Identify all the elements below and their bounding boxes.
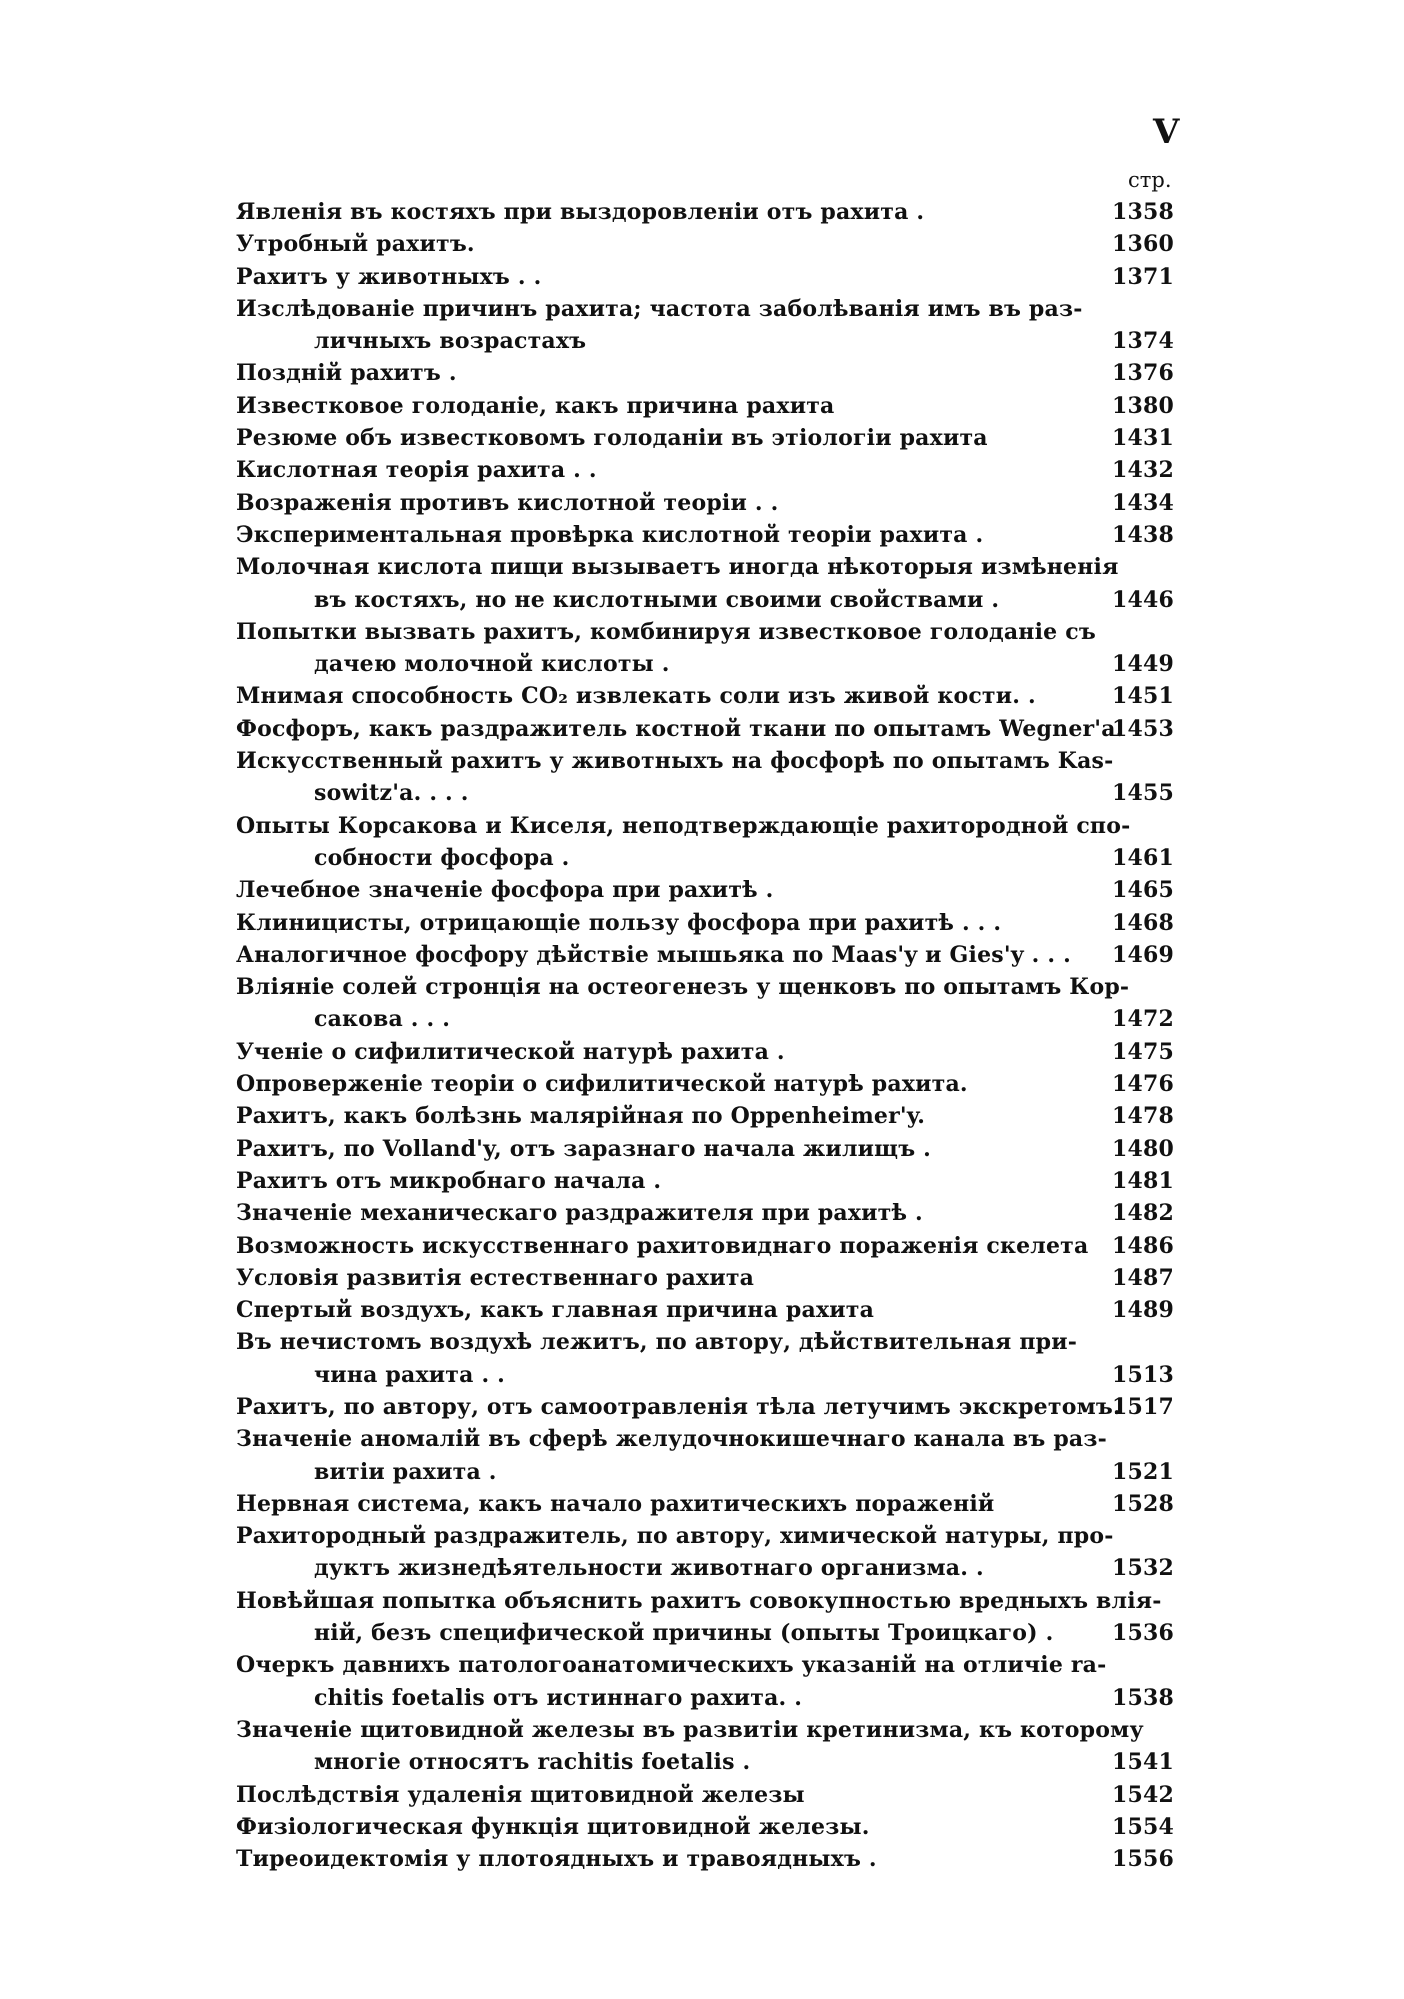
- toc-entry-title: Лечебное значеніе фосфора при рахитѣ .: [236, 877, 774, 904]
- toc-entry-title: Опроверженіе теоріи о сифилитической натурѣ рахита.: [236, 1071, 968, 1098]
- toc-entry: [236, 551, 1186, 616]
- toc-entry-title: Известковое голоданіе, какъ причина рахита: [236, 392, 835, 419]
- toc-entry-title: Рахитъ у животныхъ . .: [236, 263, 542, 290]
- toc-entry-page-number: 1542: [1111, 1781, 1174, 1808]
- toc-entry: [236, 680, 1186, 712]
- toc-entry-page-number: 1554: [1111, 1813, 1174, 1840]
- page-column-label: стр.: [1128, 168, 1172, 192]
- toc-entry: [236, 293, 1186, 358]
- toc-entry-page-number: 1489: [1111, 1297, 1174, 1324]
- toc-entry-title: Клиницисты, отрицающіе пользу фосфора при рахитѣ . . .: [236, 909, 1002, 936]
- toc-entry-page-number: 1358: [1111, 199, 1174, 225]
- toc-entry: [236, 1391, 1186, 1423]
- table-of-contents: [236, 196, 1186, 1875]
- toc-entry-title-continuation: дачею молочной кислоты .: [314, 651, 670, 678]
- toc-entry-page-number: 1487: [1111, 1264, 1174, 1291]
- toc-entry: [236, 874, 1186, 906]
- toc-entry: [236, 1036, 1186, 1068]
- toc-entry-page-number: 1469: [1111, 941, 1174, 968]
- page-number-roman: V: [1153, 112, 1180, 152]
- toc-entry-title: Значеніе щитовидной железы въ развитіи кретинизма, къ которому: [236, 1716, 1144, 1743]
- toc-entry: [236, 228, 1186, 260]
- toc-entry-title: Мнимая способность CO₂ извлекать соли изъ живой кости. .: [236, 683, 1036, 710]
- toc-entry-title-continuation: sowitz'a. . . .: [314, 780, 469, 807]
- toc-entry: [236, 616, 1186, 681]
- toc-entry-title: Послѣдствія удаленія щитовидной железы: [236, 1781, 805, 1808]
- toc-entry-page-number: 1476: [1111, 1071, 1174, 1098]
- toc-entry: [236, 745, 1186, 810]
- toc-entry-page-number: 1438: [1111, 521, 1174, 548]
- toc-entry: [236, 1423, 1186, 1488]
- toc-entry-title: Опыты Корсакова и Киселя, неподтверждающіе рахитородной спо-: [236, 812, 1131, 839]
- toc-entry: [236, 1488, 1186, 1520]
- toc-entry: [236, 1165, 1186, 1197]
- toc-entry-title: Рахитородный раздражитель, по автору, химической натуры, про-: [236, 1523, 1114, 1550]
- toc-entry-title: Физіологическая функція щитовидной железы.: [236, 1813, 870, 1840]
- toc-entry: [236, 1520, 1186, 1585]
- toc-entry: [236, 357, 1186, 389]
- toc-entry-page-number: 1538: [1111, 1684, 1174, 1711]
- toc-entry-page-number: 1486: [1111, 1232, 1174, 1259]
- toc-entry: [236, 390, 1186, 422]
- toc-entry-title: Значеніе механическаго раздражителя при рахитѣ .: [236, 1200, 923, 1227]
- toc-entry: [236, 1811, 1186, 1843]
- toc-entry-page-number: 1472: [1111, 1006, 1174, 1033]
- toc-entry-title: Рахитъ отъ микробнаго начала .: [236, 1167, 662, 1194]
- toc-entry-title-continuation: въ костяхъ, но не кислотными своими свойствами .: [314, 586, 1000, 613]
- toc-entry-title-continuation: собности фосфора .: [314, 844, 570, 871]
- toc-entry-page-number: 1528: [1111, 1490, 1174, 1517]
- toc-entry-title: Явленія въ костяхъ при выздоровленіи отъ рахита .: [236, 199, 925, 225]
- toc-entry-page-number: 1465: [1111, 877, 1174, 904]
- toc-entry-title: Кислотная теорія рахита . .: [236, 457, 597, 484]
- toc-entry-page-number: 1432: [1111, 457, 1174, 484]
- toc-entry-title: Очеркъ давнихъ патологоанатомическихъ указаній на отличіе ra-: [236, 1652, 1107, 1679]
- toc-entry-title: Въ нечистомъ воздухѣ лежитъ, по автору, дѣйствительная при-: [236, 1329, 1078, 1356]
- toc-entry-page-number: 1455: [1111, 780, 1174, 807]
- toc-entry: [236, 261, 1186, 293]
- toc-entry-title: Рахитъ, по автору, отъ самоотравленія тѣла летучимъ экскретомъ.: [236, 1393, 1121, 1420]
- toc-entry-page-number: 1380: [1111, 392, 1174, 419]
- toc-entry-page-number: 1431: [1111, 425, 1174, 452]
- toc-entry-page-number: 1536: [1111, 1620, 1174, 1647]
- toc-entry-page-number: 1434: [1111, 489, 1174, 516]
- toc-entry-title: Рахитъ, какъ болѣзнь малярійная по Oppenheimer'y.: [236, 1103, 926, 1130]
- toc-entry: [236, 1100, 1186, 1132]
- toc-entry-page-number: 1478: [1111, 1103, 1174, 1130]
- toc-entry-title: Значеніе аномалій въ сферѣ желудочнокишечнаго канала въ раз-: [236, 1426, 1107, 1453]
- toc-entry-title: Молочная кислота пищи вызываетъ иногда нѣкоторыя измѣненія: [236, 554, 1119, 581]
- toc-entry: [236, 487, 1186, 519]
- toc-entry: [236, 454, 1186, 486]
- toc-entry: [236, 1197, 1186, 1229]
- toc-entry-title: Спертый воздухъ, какъ главная причина рахита: [236, 1297, 875, 1324]
- toc-entry-page-number: 1513: [1111, 1361, 1174, 1388]
- toc-entry-page-number: 1556: [1111, 1846, 1174, 1873]
- toc-entry: [236, 713, 1186, 745]
- toc-entry-title-continuation: сакова . . .: [314, 1006, 451, 1033]
- toc-entry: [236, 1649, 1186, 1714]
- toc-entry-title: Изслѣдованіе причинъ рахита; частота заболѣванія имъ въ раз-: [236, 295, 1083, 322]
- toc-entry-title: Поздній рахитъ .: [236, 360, 457, 387]
- toc-entry-page-number: 1449: [1111, 651, 1174, 678]
- toc-entry-title: Экспериментальная провѣрка кислотной теоріи рахита .: [236, 521, 984, 548]
- toc-entry-page-number: 1374: [1111, 328, 1174, 355]
- toc-entry: [236, 1326, 1186, 1391]
- toc-entry-title: Попытки вызвать рахитъ, комбинируя известковое голоданіе съ: [236, 618, 1096, 645]
- toc-entry-title-continuation: chitis foetalis отъ истиннаго рахита. .: [314, 1684, 803, 1711]
- toc-entry-page-number: 1451: [1111, 683, 1174, 710]
- toc-entry: [236, 1133, 1186, 1165]
- toc-entry-title: Вліяніе солей стронція на остеогенезъ у щенковъ по опытамъ Кор-: [236, 974, 1130, 1001]
- toc-entry-title: Аналогичное фосфору дѣйствіе мышьяка по Maas'y и Gies'y . . .: [236, 941, 1071, 968]
- toc-entry-page-number: 1461: [1111, 844, 1174, 871]
- toc-entry-page-number: 1541: [1111, 1749, 1174, 1776]
- toc-entry-title: Возможность искусственнаго рахитовиднаго пораженія скелета: [236, 1232, 1089, 1259]
- toc-entry-page-number: 1360: [1111, 231, 1174, 258]
- toc-entry-page-number: 1532: [1111, 1555, 1174, 1582]
- toc-entry-title: Нервная система, какъ начало рахитическихъ пораженій: [236, 1490, 995, 1517]
- toc-entry-title: Искусственный рахитъ у животныхъ на фосфорѣ по опытамъ Kas-: [236, 748, 1114, 775]
- toc-entry: [236, 1585, 1186, 1650]
- toc-entry: [236, 1068, 1186, 1100]
- toc-entry: [236, 1843, 1186, 1875]
- toc-entry: [236, 422, 1186, 454]
- toc-entry-title: Условія развитія естественнаго рахита: [236, 1264, 755, 1291]
- toc-entry: [236, 907, 1186, 939]
- toc-entry-title-continuation: ній, безъ специфической причины (опыты Троицкаго) .: [314, 1620, 1054, 1647]
- toc-entry-page-number: 1481: [1111, 1167, 1174, 1194]
- toc-entry: [236, 1714, 1186, 1779]
- toc-entry-page-number: 1371: [1111, 263, 1174, 290]
- toc-entry: [236, 1779, 1186, 1811]
- toc-entry-title: Рахитъ, по Volland'y, отъ заразнаго начала жилищъ .: [236, 1135, 931, 1162]
- toc-entry-page-number: 1468: [1111, 909, 1174, 936]
- toc-entry: [236, 1262, 1186, 1294]
- toc-entry-title: Фосфоръ, какъ раздражитель костной ткани по опытамъ Wegner'a.: [236, 715, 1124, 742]
- toc-entry-title: Резюме объ известковомъ голоданіи въ этіологіи рахита: [236, 425, 988, 452]
- toc-entry: [236, 1230, 1186, 1262]
- toc-entry-title: Возраженія противъ кислотной теоріи . .: [236, 489, 779, 516]
- toc-entry: [236, 810, 1186, 875]
- toc-entry-page-number: 1480: [1111, 1135, 1174, 1162]
- toc-entry-title-continuation: чина рахита . .: [314, 1361, 506, 1388]
- toc-entry-page-number: 1376: [1111, 360, 1174, 387]
- toc-entry-title-continuation: дуктъ жизнедѣятельности животнаго организма. .: [314, 1555, 984, 1582]
- toc-entry: [236, 196, 1186, 228]
- toc-entry-title-continuation: витіи рахита .: [314, 1458, 497, 1485]
- toc-entry: [236, 971, 1186, 1036]
- toc-entry-title: Утробный рахитъ.: [236, 231, 475, 258]
- toc-entry-page-number: 1446: [1111, 586, 1174, 613]
- toc-entry-page-number: 1482: [1111, 1200, 1174, 1227]
- toc-entry-title: Новѣйшая попытка объяснить рахитъ совокупностью вредныхъ влія-: [236, 1587, 1162, 1614]
- toc-entry-page-number: 1475: [1111, 1038, 1174, 1065]
- toc-entry-page-number: 1521: [1111, 1458, 1174, 1485]
- toc-entry-title-continuation: личныхъ возрастахъ: [314, 328, 587, 355]
- toc-entry: [236, 939, 1186, 971]
- toc-entry-title: Тиреоидектомія у плотоядныхъ и травоядныхъ .: [236, 1846, 877, 1873]
- toc-entry-page-number: 1453: [1111, 715, 1174, 742]
- toc-entry: [236, 519, 1186, 551]
- toc-entry: [236, 1294, 1186, 1326]
- toc-entry-title: Ученіе о сифилитической натурѣ рахита .: [236, 1038, 785, 1065]
- toc-entry-page-number: 1517: [1111, 1393, 1174, 1420]
- toc-entry-title-continuation: многіе относятъ rachitis foetalis .: [314, 1749, 751, 1776]
